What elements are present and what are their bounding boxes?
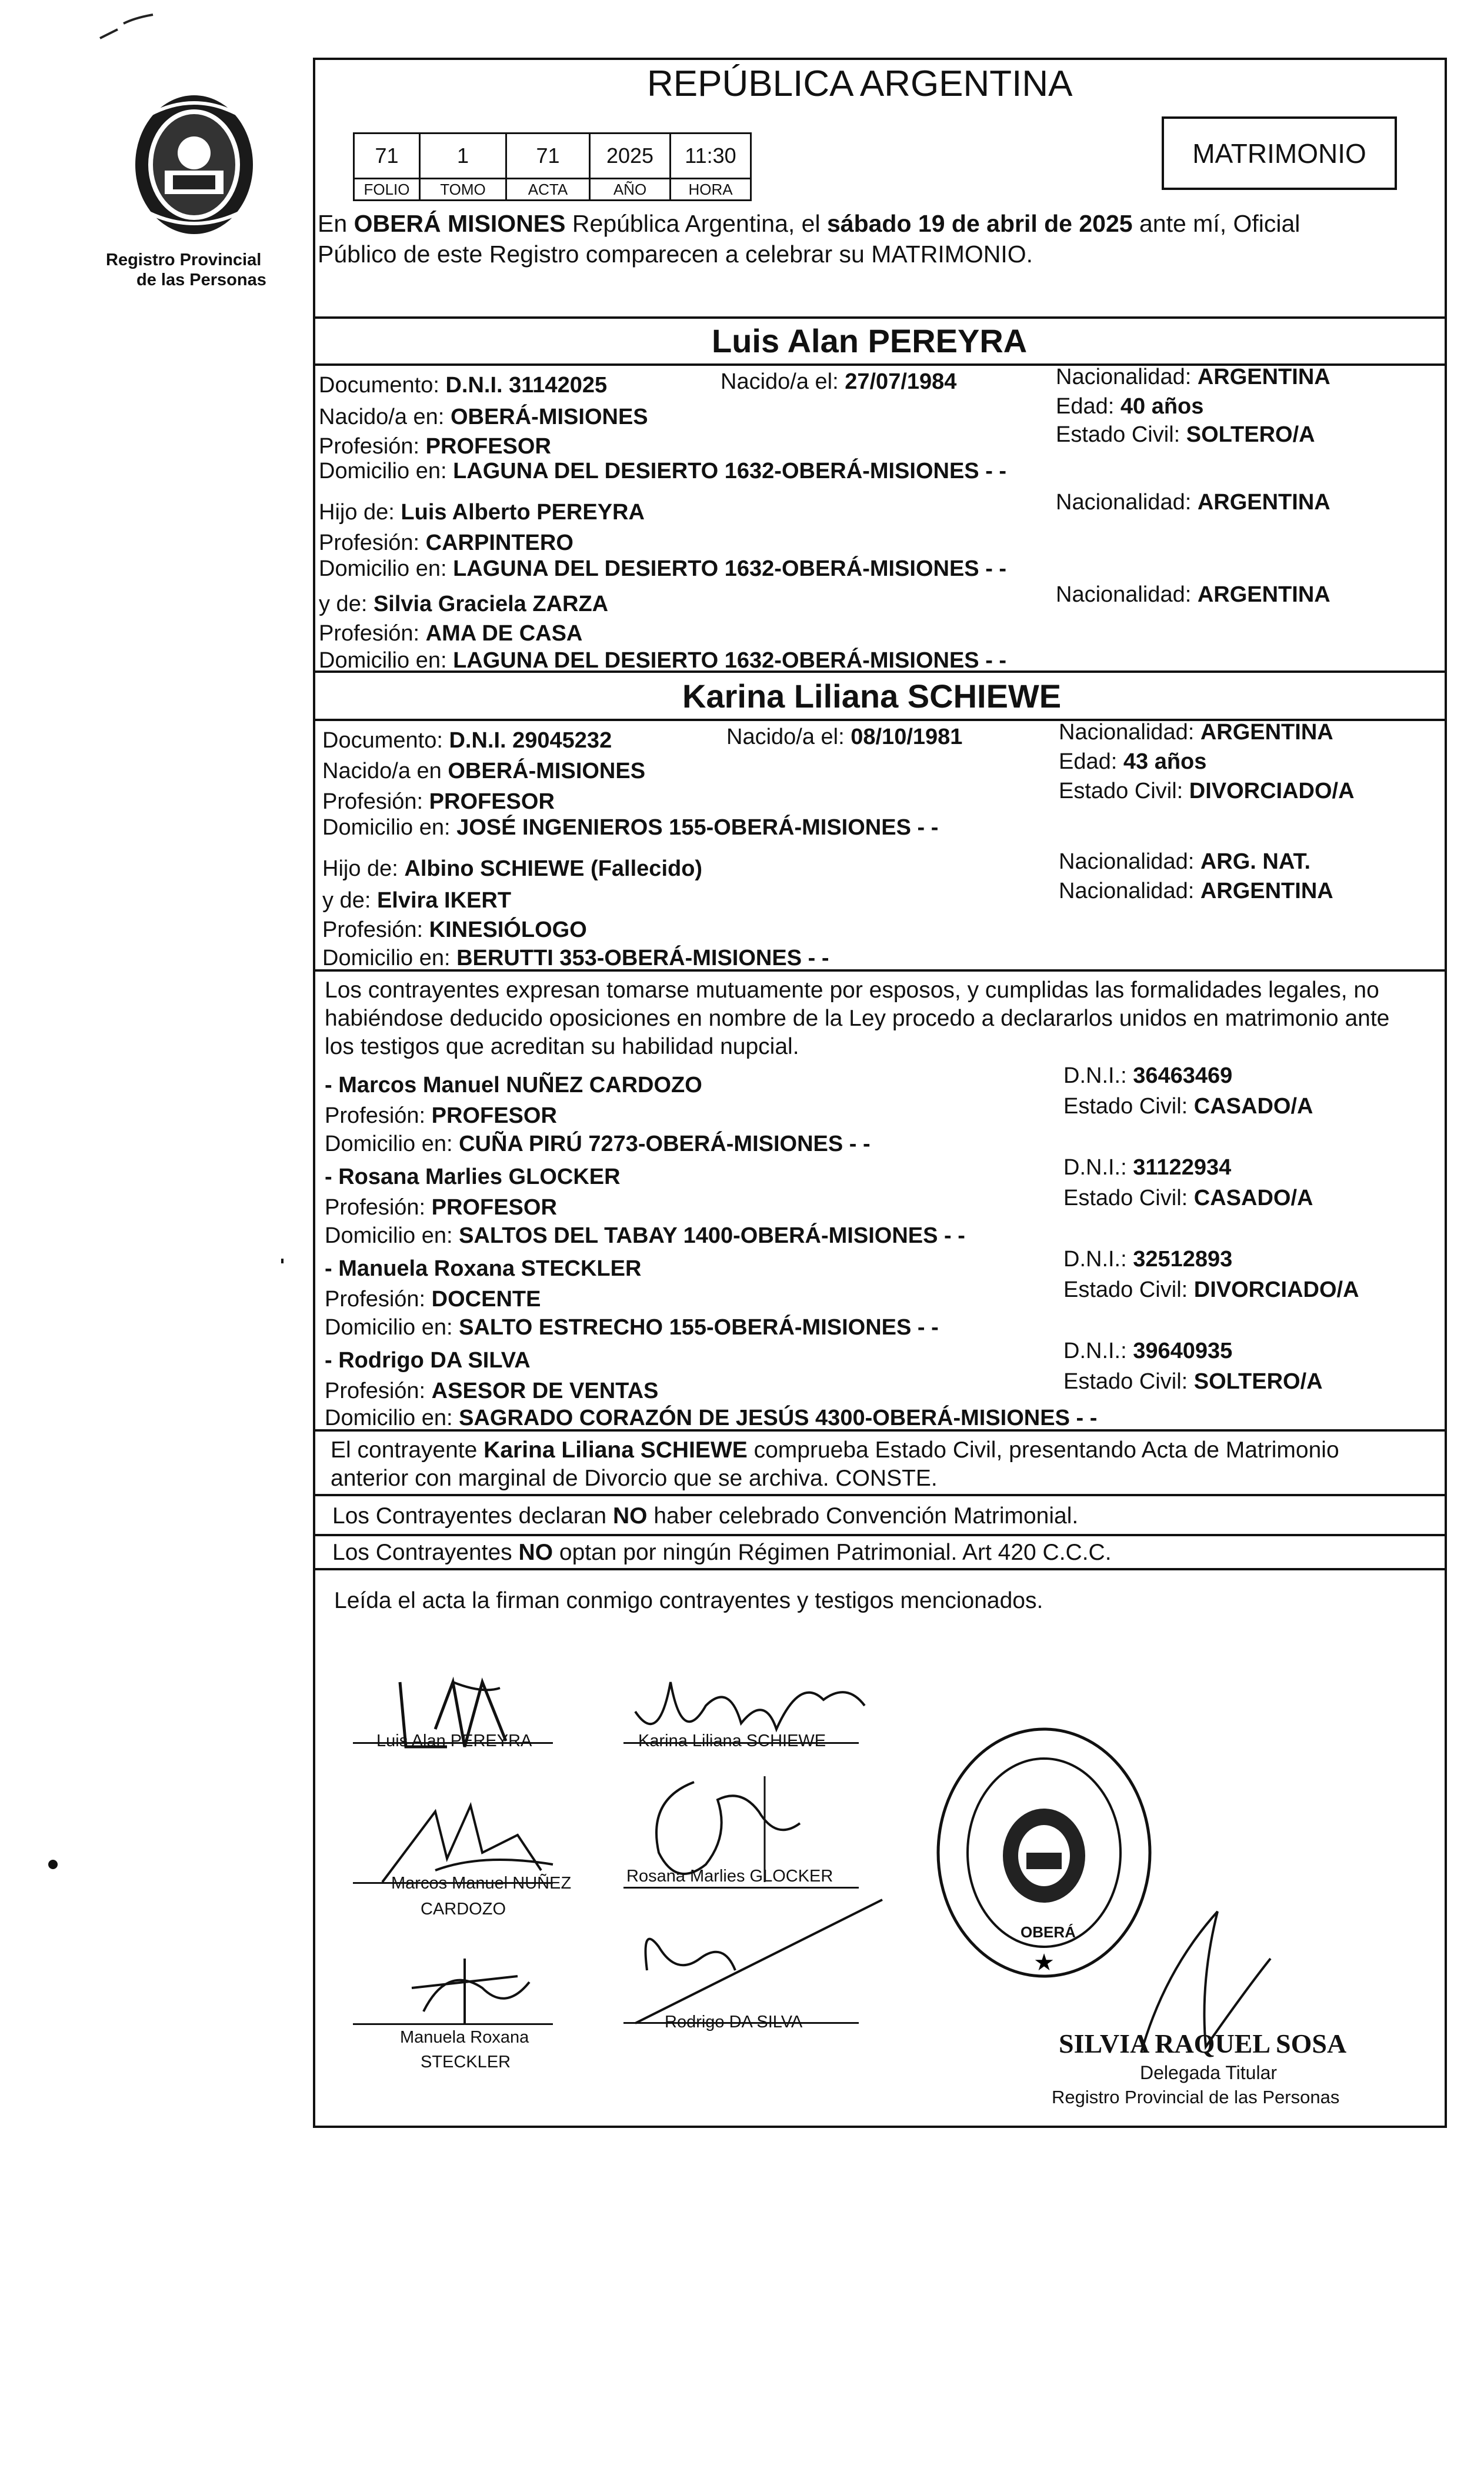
act-type-box: MATRIMONIO <box>1162 116 1397 190</box>
signature-label-bride: Karina Liliana SCHIEWE <box>638 1732 826 1750</box>
bride-birthplace: Nacido/a en OBERÁ-MISIONES <box>322 759 646 783</box>
witness-1-prof: Profesión: PROFESOR <box>325 1103 557 1128</box>
note-line-2: anterior con marginal de Divorcio que se archiva. CONSTE. <box>331 1466 938 1491</box>
signature-label-witness-2: Rosana Marlies GLOCKER <box>626 1867 833 1886</box>
registry-name: Registro Provincial <box>106 251 262 269</box>
bride-doc: Documento: D.N.I. 29045232 <box>322 728 612 753</box>
groom-age: Edad: 40 años <box>1056 394 1204 419</box>
separator-top <box>313 316 1447 319</box>
bride-mother-dom: Domicilio en: BERUTTI 353-OBERÁ-MISIONES - - <box>322 946 829 970</box>
witness-3-civil: Estado Civil: DIVORCIADO/A <box>1063 1277 1359 1302</box>
groom-dom: Domicilio en: LAGUNA DEL DESIERTO 1632-OBERÁ-MISIONES - - <box>319 459 1007 483</box>
registry-name-2: de las Personas <box>136 271 266 289</box>
bride-civil: Estado Civil: DIVORCIADO/A <box>1059 779 1355 803</box>
groom-civil: Estado Civil: SOLTERO/A <box>1056 422 1315 447</box>
bride-born: Nacido/a el: 08/10/1981 <box>726 725 963 749</box>
intro-line-1 <box>318 212 1300 236</box>
stray-mark <box>94 6 159 47</box>
declaration-line-3: los testigos que acreditan su habilidad nupcial. <box>325 1034 799 1059</box>
intro-mid: República Argentina, el <box>572 210 821 237</box>
regime-line-1: Los Contrayentes declaran NO haber celebrado Convención Matrimonial. <box>332 1503 1079 1529</box>
record-label-anio: AÑO <box>589 178 671 201</box>
groom-mother: y de: Silvia Graciela ZARZA <box>319 592 609 616</box>
regime-separator <box>313 1494 1447 1496</box>
groom-father-nat: Nacionalidad: ARGENTINA <box>1056 490 1330 515</box>
note-line-1: El contrayente Karina Liliana SCHIEWE comprueba Estado Civil, presentando Acta de Matrimonio <box>331 1437 1339 1463</box>
bride-nat: Nacionalidad: ARGENTINA <box>1059 720 1333 745</box>
witness-4-prof: Profesión: ASESOR DE VENTAS <box>325 1379 659 1403</box>
bride-dom: Domicilio en: JOSÉ INGENIEROS 155-OBERÁ-MISIONES - - <box>322 815 939 840</box>
record-value-acta: 71 <box>505 132 591 179</box>
witness-2-civil: Estado Civil: CASADO/A <box>1063 1186 1313 1210</box>
intro-place: OBERÁ MISIONES <box>354 210 566 237</box>
witness-1-civil: Estado Civil: CASADO/A <box>1063 1094 1313 1119</box>
bride-father-nat: Nacionalidad: ARG. NAT. <box>1059 849 1311 874</box>
bride-mother-prof: Profesión: KINESIÓLOGO <box>322 918 587 942</box>
witness-2-dom: Domicilio en: SALTOS DEL TABAY 1400-OBERÁ-MISIONES - - <box>325 1223 965 1248</box>
groom-mother-nat: Nacionalidad: ARGENTINA <box>1056 582 1330 607</box>
intro-prefix: En <box>318 210 348 237</box>
declaration-separator <box>313 969 1447 972</box>
bride-separator-top <box>313 670 1447 673</box>
intro-date: sábado 19 de abril de 2025 <box>826 210 1133 237</box>
seal-bottom-text: OBERÁ <box>1021 1923 1076 1941</box>
groom-nat: Nacionalidad: ARGENTINA <box>1056 365 1330 389</box>
witness-1-name: - Marcos Manuel NUÑEZ CARDOZO <box>325 1073 702 1097</box>
witness-3-name: - Manuela Roxana STECKLER <box>325 1256 642 1281</box>
bride-name: Karina Liliana SCHIEWE <box>682 678 1062 715</box>
groom-father-dom: Domicilio en: LAGUNA DEL DESIERTO 1632-OBERÁ-MISIONES - - <box>319 556 1007 581</box>
bride-mother: y de: Elvira IKERT <box>322 888 512 913</box>
witness-3-dom: Domicilio en: SALTO ESTRECHO 155-OBERÁ-MISIONES - - <box>325 1315 939 1340</box>
groom-father-prof: Profesión: CARPINTERO <box>319 531 573 555</box>
closing-separator <box>313 1568 1447 1570</box>
note-separator <box>313 1429 1447 1432</box>
groom-mother-dom: Domicilio en: LAGUNA DEL DESIERTO 1632-OBERÁ-MISIONES - - <box>319 648 1007 673</box>
witness-3-dni: D.N.I.: 32512893 <box>1063 1247 1233 1272</box>
witness-4-name: - Rodrigo DA SILVA <box>325 1348 531 1373</box>
signature-witness-3 <box>400 1953 541 2029</box>
bride-prof: Profesión: PROFESOR <box>322 789 555 814</box>
witness-2-prof: Profesión: PROFESOR <box>325 1195 557 1220</box>
official-name: SILVIA RAQUEL SOSA <box>1059 2029 1347 2059</box>
record-label-tomo: TOMO <box>419 178 507 201</box>
groom-doc: Documento: D.N.I. 31142025 <box>319 373 608 398</box>
svg-text:★: ★ <box>1033 1950 1055 1976</box>
province-logo <box>124 88 265 241</box>
signature-label-witness-4: Rodrigo DA SILVA <box>665 2013 803 2031</box>
regime-inner-separator <box>313 1534 1447 1536</box>
record-label-acta: ACTA <box>505 178 591 201</box>
groom-birthplace: Nacido/a en: OBERÁ-MISIONES <box>319 405 648 429</box>
groom-mother-prof: Profesión: AMA DE CASA <box>319 621 583 646</box>
witness-1-dni: D.N.I.: 36463469 <box>1063 1063 1233 1088</box>
witness-4-civil: Estado Civil: SOLTERO/A <box>1063 1369 1323 1394</box>
record-value-hora: 11:30 <box>669 132 752 179</box>
declaration-line-2: habiéndose deducido oposiciones en nombre de la Ley procedo a declararlos unidos en matrimonio ante <box>325 1006 1390 1031</box>
record-value-folio: 71 <box>353 132 421 179</box>
witness-4-dni: D.N.I.: 39640935 <box>1063 1339 1233 1363</box>
closing-text: Leída el acta la firman conmigo contrayentes y testigos mencionados. <box>334 1588 1043 1613</box>
intro-suffix: ante mí, Oficial <box>1139 210 1300 237</box>
stray-dot <box>48 1860 58 1869</box>
stray-tick <box>281 1259 284 1263</box>
country-title: REPÚBLICA ARGENTINA <box>647 64 1073 104</box>
witness-2-name: - Rosana Marlies GLOCKER <box>325 1165 621 1189</box>
official-seal <box>932 1723 1156 1982</box>
regime-line-2: Los Contrayentes NO optan por ningún Régimen Patrimonial. Art 420 C.C.C. <box>332 1540 1112 1565</box>
groom-born: Nacido/a el: 27/07/1984 <box>721 369 957 394</box>
witness-2-dni: D.N.I.: 31122934 <box>1063 1155 1232 1180</box>
signature-label-witness-1a: Marcos Manuel NUÑEZ <box>391 1874 572 1893</box>
declaration-line-1: Los contrayentes expresan tomarse mutuamente por esposos, y cumplidas las formalidades legales, no <box>325 978 1379 1003</box>
witness-1-dom: Domicilio en: CUÑA PIRÚ 7273-OBERÁ-MISIONES - - <box>325 1132 871 1156</box>
official-title: Delegada Titular <box>1140 2062 1278 2083</box>
bride-father: Hijo de: Albino SCHIEWE (Fallecido) <box>322 856 703 881</box>
witness-3-prof: Profesión: DOCENTE <box>325 1287 541 1312</box>
groom-father: Hijo de: Luis Alberto PEREYRA <box>319 500 645 525</box>
bride-mother-nat: Nacionalidad: ARGENTINA <box>1059 879 1333 903</box>
witness-4-dom: Domicilio en: SAGRADO CORAZÓN DE JESÚS 4300-OBERÁ-MISIONES - - <box>325 1406 1098 1430</box>
signature-label-groom: Luis Alan PEREYRA <box>376 1732 532 1750</box>
record-value-anio: 2025 <box>589 132 671 179</box>
record-label-folio: FOLIO <box>353 178 421 201</box>
bride-age: Edad: 43 años <box>1059 749 1207 774</box>
signature-label-witness-3a: Manuela Roxana <box>400 2028 529 2047</box>
groom-name: Luis Alan PEREYRA <box>712 322 1028 359</box>
signature-label-witness-3b: STECKLER <box>421 2053 511 2071</box>
signature-label-witness-1b: CARDOZO <box>421 1900 506 1919</box>
signature-witness-4 <box>623 1888 888 2029</box>
intro-line-2: Público de este Registro comparecen a celebrar su MATRIMONIO. <box>318 241 1033 268</box>
official-office: Registro Provincial de las Personas <box>1052 2087 1340 2107</box>
signature-line-witness-3 <box>353 2023 553 2025</box>
groom-prof: Profesión: PROFESOR <box>319 434 551 459</box>
record-value-tomo: 1 <box>419 132 507 179</box>
record-label-hora: HORA <box>669 178 752 201</box>
